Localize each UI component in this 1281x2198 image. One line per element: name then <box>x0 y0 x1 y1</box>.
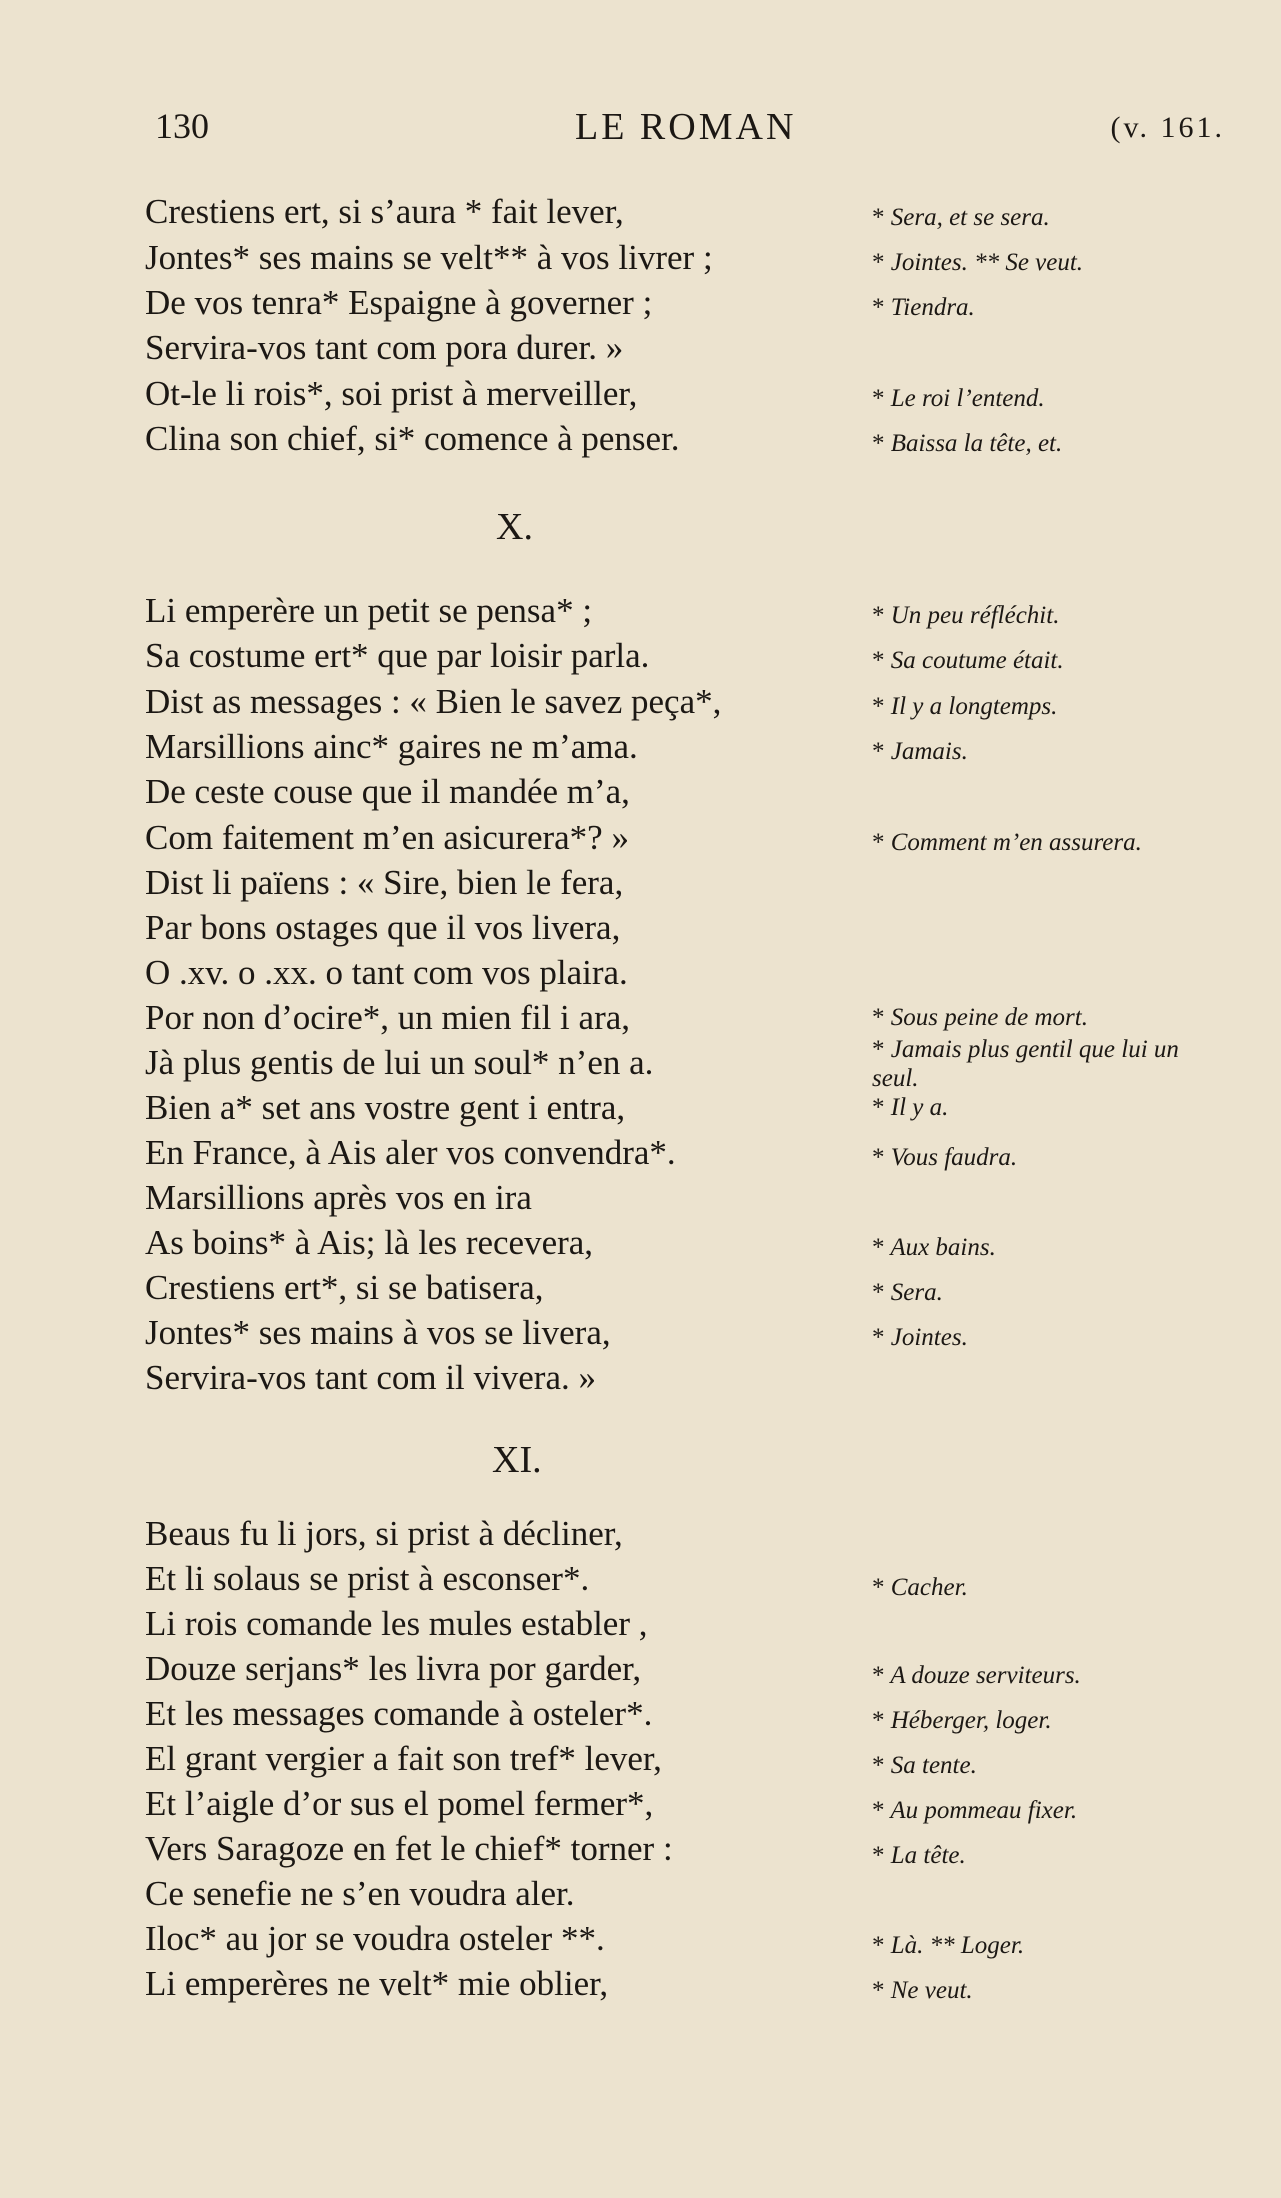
note-marker: * <box>872 1036 885 1063</box>
verse-line: Jontes* ses mains se velt** à vos livrer ; <box>145 238 713 277</box>
verse-line: Et li solaus se prist à esconser*. <box>145 1559 590 1598</box>
verse-line: Dist as messages : « Bien le savez peça*, <box>145 682 722 721</box>
note-text: Un peu réfléchit. <box>890 602 1060 629</box>
margin-note <box>872 1573 1232 1602</box>
margin-note <box>872 1661 1232 1690</box>
note-text: A douze serviteurs. <box>890 1662 1081 1689</box>
note-text: Sa tente. <box>890 1752 977 1779</box>
note-marker: * <box>872 294 885 321</box>
margin-note <box>872 203 1232 232</box>
verse-line: Clina son chief, si* comence à penser. <box>145 419 680 458</box>
verse-line: Li rois comande les mules establer , <box>145 1604 648 1643</box>
margin-note <box>872 293 1232 322</box>
margin-note <box>872 1003 1232 1032</box>
verse-line: Et les messages comande à osteler*. <box>145 1694 653 1733</box>
note-text: Sa coutume était. <box>890 647 1064 674</box>
margin-note <box>872 1323 1232 1352</box>
note-marker: * <box>872 1094 885 1121</box>
verse-line: Crestiens ert*, si se batisera, <box>145 1268 544 1307</box>
note-text: Il y a. <box>890 1094 949 1121</box>
margin-note <box>872 737 1232 766</box>
section-heading: X. <box>496 506 533 548</box>
note-text: Jamais. <box>890 738 968 765</box>
note-text: Jointes. <box>890 1324 968 1351</box>
margin-note <box>872 384 1232 413</box>
note-text: Il y a longtemps. <box>890 693 1058 720</box>
note-text: Sera, et se sera. <box>890 204 1050 231</box>
verse-line: Com faitement m’en asicurera*? » <box>145 818 629 857</box>
margin-note <box>872 1796 1232 1825</box>
verse-line: De vos tenra* Espaigne à governer ; <box>145 283 653 322</box>
note-marker: * <box>872 1977 885 2004</box>
verse-line: Vers Saragoze en fet le chief* torner : <box>145 1829 673 1868</box>
verse-line: Iloc* au jor se voudra osteler **. <box>145 1919 605 1958</box>
note-text: La tête. <box>890 1842 966 1869</box>
margin-note <box>872 1035 1217 1093</box>
margin-note <box>872 1233 1232 1262</box>
note-marker: * <box>872 249 885 276</box>
verse-line: Jà plus gentis de lui un soul* n’en a. <box>145 1043 654 1082</box>
margin-note <box>872 429 1232 458</box>
note-text: Aux bains. <box>890 1234 996 1261</box>
note-marker: * <box>872 1932 885 1959</box>
verse-line: Ot-le li rois*, soi prist à merveiller, <box>145 374 638 413</box>
verse-line: Servira-vos tant com pora durer. » <box>145 328 624 367</box>
running-header <box>155 105 1225 155</box>
verse-line: Ce senefie ne s’en voudra aler. <box>145 1874 575 1913</box>
verse-line: Por non d’ocire*, un mien fil i ara, <box>145 998 631 1037</box>
note-marker: * <box>872 430 885 457</box>
note-marker: * <box>872 204 885 231</box>
note-marker: * <box>872 1797 885 1824</box>
note-marker: * <box>872 693 885 720</box>
verse-line: Jontes* ses mains à vos se livera, <box>145 1313 611 1352</box>
verse-line: Crestiens ert, si s’aura * fait lever, <box>145 192 624 231</box>
note-text: Sous peine de mort. <box>890 1004 1088 1031</box>
verse-line: Servira-vos tant com il vivera. » <box>145 1358 596 1397</box>
note-marker: * <box>872 385 885 412</box>
note-text: Sera. <box>890 1279 943 1306</box>
note-marker: * <box>872 829 885 856</box>
verse-line: Et l’aigle d’or sus el pomel fermer*, <box>145 1784 654 1823</box>
note-text: Baissa la tête, et. <box>890 430 1063 457</box>
note-text: Là. ** Loger. <box>890 1932 1025 1959</box>
note-marker: * <box>872 602 885 629</box>
verse-line: Li emperère un petit se pensa* ; <box>145 591 593 630</box>
verse-line: O .xv. o .xx. o tant com vos plaira. <box>145 953 628 992</box>
margin-note <box>872 1143 1232 1172</box>
margin-note <box>872 1976 1232 2005</box>
verse-line: Beaus fu li jors, si prist à décliner, <box>145 1514 623 1553</box>
note-marker: * <box>872 1662 885 1689</box>
note-text: Héberger, loger. <box>890 1707 1052 1734</box>
margin-note <box>872 248 1232 277</box>
margin-note <box>872 828 1232 857</box>
note-marker: * <box>872 1004 885 1031</box>
verse-line: En France, à Ais aler vos convendra*. <box>145 1133 676 1172</box>
page-number: 130 <box>155 106 209 146</box>
verse-line: As boins* à Ais; là les recevera, <box>145 1223 594 1262</box>
note-text: Cacher. <box>890 1574 968 1601</box>
note-marker: * <box>872 1752 885 1779</box>
section-heading: XI. <box>492 1439 542 1481</box>
margin-note <box>872 1706 1232 1735</box>
verse-line: Dist li païens : « Sire, bien le fera, <box>145 863 624 902</box>
verse-line: Li emperères ne velt* mie oblier, <box>145 1964 609 2003</box>
verse-line: Marsillions après vos en ira <box>145 1178 532 1217</box>
verse-line: De ceste couse que il mandée m’a, <box>145 772 630 811</box>
note-marker: * <box>872 738 885 765</box>
verse-line: Bien a* set ans vostre gent i entra, <box>145 1088 626 1127</box>
note-marker: * <box>872 1234 885 1261</box>
running-title: LE ROMAN <box>575 106 797 148</box>
note-marker: * <box>872 1842 885 1869</box>
margin-note <box>872 1931 1232 1960</box>
note-marker: * <box>872 1324 885 1351</box>
verse-line: Par bons ostages que il vos livera, <box>145 908 621 947</box>
note-marker: * <box>872 1707 885 1734</box>
verse-line: El grant vergier a fait son tref* lever, <box>145 1739 662 1778</box>
note-text: Jamais plus gentil que lui un seul. <box>872 1036 1179 1092</box>
margin-note <box>872 1278 1232 1307</box>
verse-line: Douze serjans* les livra por garder, <box>145 1649 642 1688</box>
note-marker: * <box>872 647 885 674</box>
margin-note <box>872 646 1232 675</box>
margin-note <box>872 1841 1232 1870</box>
note-marker: * <box>872 1279 885 1306</box>
note-text: Tiendra. <box>890 294 975 321</box>
verse-line: Sa costume ert* que par loisir parla. <box>145 636 650 675</box>
verse-reference: (v. 161. <box>1110 111 1225 144</box>
note-marker: * <box>872 1574 885 1601</box>
note-text: Jointes. ** Se veut. <box>890 249 1084 276</box>
verse-line: Marsillions ainc* gaires ne m’ama. <box>145 727 638 766</box>
margin-note <box>872 1751 1232 1780</box>
margin-note <box>872 1093 1232 1122</box>
note-text: Le roi l’entend. <box>890 385 1045 412</box>
note-text: Au pommeau fixer. <box>890 1797 1078 1824</box>
note-text: Vous faudra. <box>890 1144 1018 1171</box>
note-marker: * <box>872 1144 885 1171</box>
margin-note <box>872 692 1232 721</box>
note-text: Comment m’en assurera. <box>890 829 1142 856</box>
margin-note <box>872 601 1232 630</box>
note-text: Ne veut. <box>890 1977 973 2004</box>
